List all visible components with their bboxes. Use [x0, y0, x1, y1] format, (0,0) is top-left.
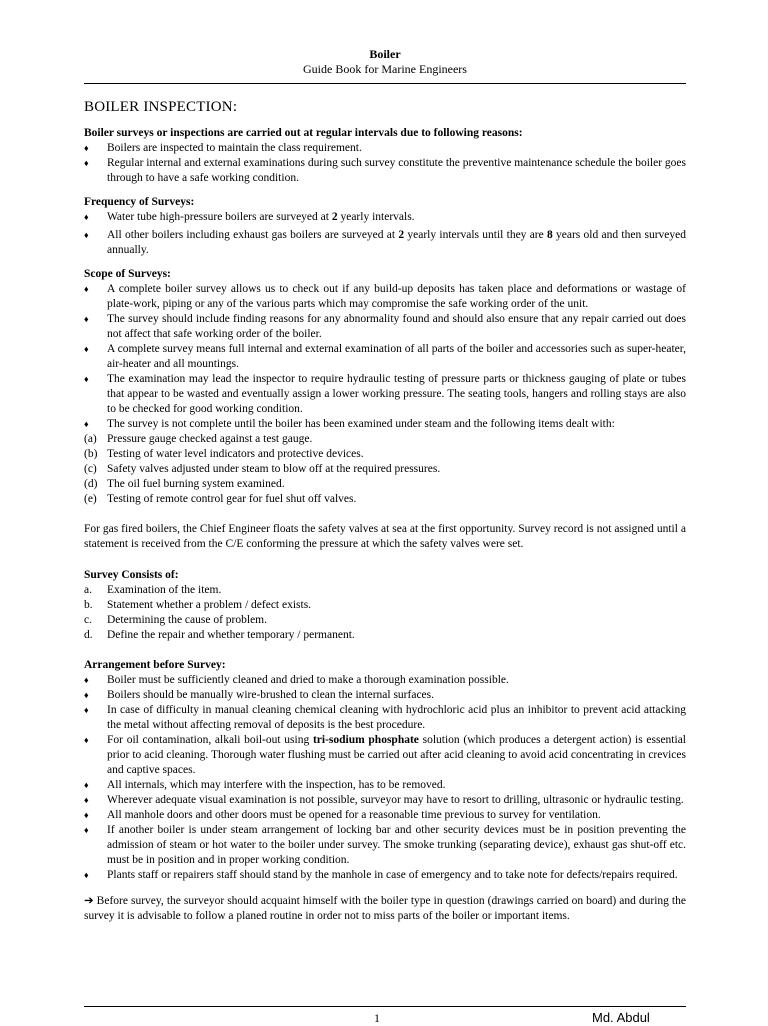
page-heading: BOILER INSPECTION: — [84, 99, 238, 115]
author-name: Md. Abdul — [592, 1010, 650, 1025]
frequency-list — [84, 210, 686, 258]
list-item: ♦ Boiler must be sufficiently cleaned and dried to make a thorough examination possible. — [84, 673, 686, 688]
list-item: a. Examination of the item. — [84, 584, 222, 596]
list-item: d. Define the repair and whether temporary / permanent. — [84, 629, 355, 641]
steam-items-list — [84, 432, 686, 507]
header-subtitle: Guide Book for Marine Engineers — [303, 62, 467, 76]
arrow-icon: ➔ — [84, 895, 94, 907]
section-title-frequency: Frequency of Surveys: — [84, 196, 195, 208]
gas-fired-paragraph: For gas fired boilers, the Chief Engineer floats the safety valves at sea at the first opportunity. Survey record is not assigned until a statement is received from the C/E conforming the pressure at which the safety valves were set. — [84, 523, 686, 550]
reasons-list — [84, 141, 686, 186]
list-item: ♦ The examination may lead the inspector to require hydraulic testing of pressure parts or thickness gauging of plate or tubes that appear to be wasted and eventually assign a lower working pressure. The seating tools, hangers and rolling stays are also to be checked for good working condition. — [84, 372, 686, 417]
list-item: ♦ In case of difficulty in manual cleaning chemical cleaning with hydrochloric acid plus an inhibitor to prevent acid attacking the metal without affecting removal of deposits is the best procedure. — [84, 703, 686, 733]
list-item: (d) The oil fuel burning system examined. — [84, 478, 285, 490]
intro-text: Boiler surveys or inspections are carried out at regular intervals due to following reasons: — [84, 127, 523, 139]
consists-list — [84, 583, 686, 643]
list-item: ♦ For oil contamination, alkali boil-out using tri-sodium phosphate solution (which produces a detergent action) is essential prior to acid cleaning. Thorough water flushing must be carried out after acid cleaning to avoid acid concentrating in crevices and captive spaces. — [84, 733, 686, 778]
list-item: (c) Safety valves adjusted under steam to blow off at the required pressures. — [84, 463, 441, 475]
header-rule — [84, 83, 686, 84]
page-number: 1 — [374, 1011, 380, 1025]
list-item: ♦ A complete survey means full internal and external examination of all parts of the boiler and accessories such as super-heater, air-heater and all mountings. — [84, 342, 686, 372]
header-title: Boiler — [369, 47, 401, 61]
content — [84, 96, 686, 924]
list-item: c. Determining the cause of problem. — [84, 614, 267, 626]
scope-list — [84, 282, 686, 432]
list-item: (a) Pressure gauge checked against a test gauge. — [84, 433, 313, 445]
list-item: b. Statement whether a problem / defect exists. — [84, 599, 312, 611]
list-item: ♦ The survey should include finding reasons for any abnormality found and should also ensure that any repair carried out does not affect that safe working order of the boiler. — [84, 312, 686, 342]
list-item: (b) Testing of water level indicators and protective devices. — [84, 448, 364, 460]
closing-paragraph: ➔ Before survey, the surveyor should acquaint himself with the boiler type in question (drawings carried on board) and during the survey it is advisable to follow a planed routine in order not to miss parts of the boiler or important items. — [84, 895, 686, 922]
list-item: ♦ All manhole doors and other doors must be opened for a reasonable time previous to survey for ventilation. — [84, 808, 686, 823]
section-title-scope: Scope of Surveys: — [84, 268, 171, 280]
list-item: ♦ Boilers should be manually wire-brushed to clean the internal surfaces. — [84, 688, 686, 703]
list-item: ♦ Boilers are inspected to maintain the class requirement. — [84, 141, 686, 156]
section-title-consists: Survey Consists of: — [84, 569, 179, 581]
list-item: ♦ Regular internal and external examinations during such survey constitute the preventive maintenance schedule the boiler goes through to have a safe working condition. — [84, 156, 686, 186]
list-item: ♦ If another boiler is under steam arrangement of locking bar and other security devices must be in position preventing the admission of steam or hot water to the boiler under survey. The smoke trunking (separating device), exhaust gas shut-off etc. must be in position and in proper working condition. — [84, 823, 686, 868]
list-item: ♦ Wherever adequate visual examination is not possible, surveyor may have to resort to drilling, ultrasonic or hydraulic testing. — [84, 793, 686, 808]
arrangement-list — [84, 673, 686, 883]
list-item: (e) Testing of remote control gear for fuel shut off valves. — [84, 493, 357, 505]
footer-rule — [84, 1006, 686, 1007]
section-title-arrangement: Arrangement before Survey: — [84, 659, 226, 671]
list-item: ♦ The survey is not complete until the boiler has been examined under steam and the following items dealt with: — [84, 417, 686, 432]
list-item: ♦ All internals, which may interfere with the inspection, has to be removed. — [84, 778, 686, 793]
list-item: ♦ Water tube high-pressure boilers are surveyed at 2 yearly intervals. — [84, 210, 686, 225]
list-item: ♦ All other boilers including exhaust gas boilers are surveyed at 2 yearly intervals until they are 8 years old and then surveyed annually. — [84, 228, 686, 258]
list-item: ♦ Plants staff or repairers staff should stand by the manhole in case of emergency and to take note for defects/repairs required. — [84, 868, 686, 883]
list-item: ♦ A complete boiler survey allows us to check out if any build-up deposits has taken place and deformations or wastage of plate-work, piping or any of the various parts which may compromise the safe working order of the unit. — [84, 282, 686, 312]
